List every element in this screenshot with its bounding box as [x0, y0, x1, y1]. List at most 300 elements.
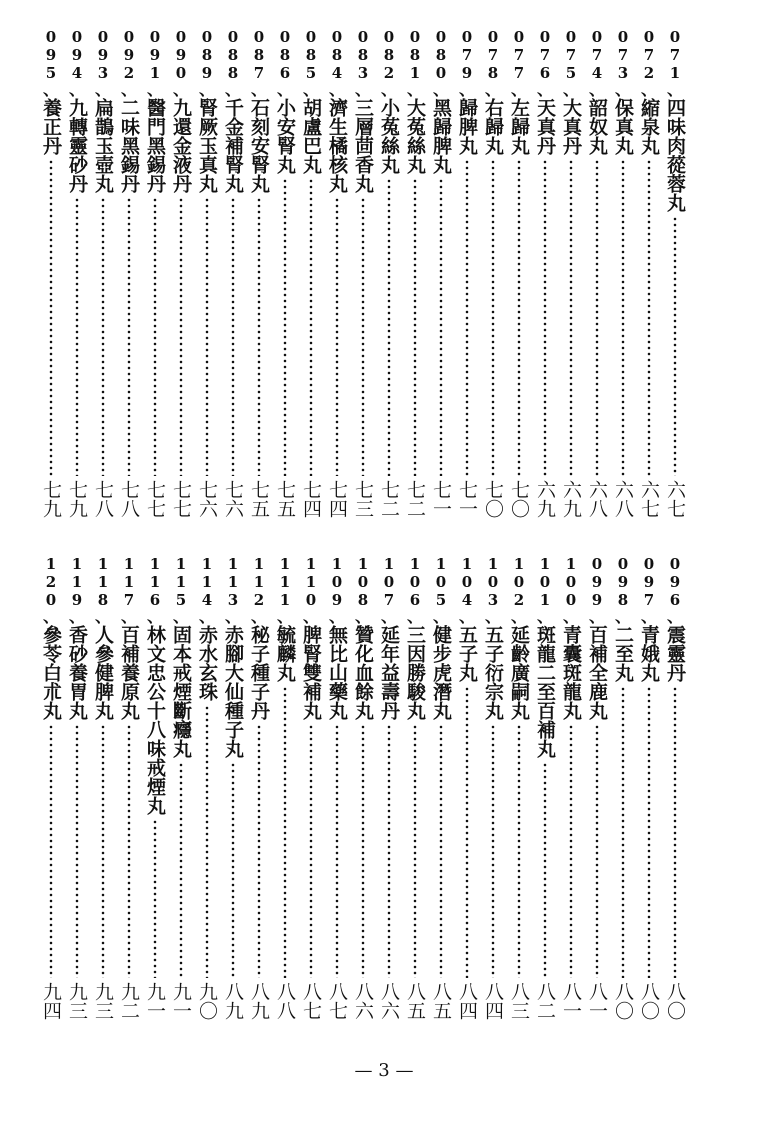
toc-entry — [636, 28, 662, 518]
separator-mark: 、 — [328, 607, 345, 626]
dot-leader — [127, 724, 131, 978]
toc-entry — [324, 28, 350, 518]
entry-page: 八一 — [560, 982, 582, 1020]
entry-page: 八〇 — [638, 982, 660, 1020]
toc-entry — [142, 555, 168, 1020]
toc-entry — [38, 28, 64, 518]
entry-number: 1 1 9 — [71, 555, 83, 609]
separator-mark: 、 — [614, 80, 631, 99]
dot-leader — [49, 724, 53, 978]
entry-title: 百補全鹿丸 — [586, 625, 608, 720]
separator-mark: 、 — [68, 80, 85, 99]
separator-mark: 、 — [562, 80, 579, 99]
entry-title: 青娥丸 — [638, 625, 660, 682]
dot-leader — [309, 724, 313, 978]
entry-number: 0 9 7 — [643, 555, 655, 609]
toc-entry — [480, 28, 506, 518]
entry-number: 1 1 5 — [175, 555, 187, 609]
entry-page: 八一 — [586, 982, 608, 1020]
entry-page: 六七 — [638, 480, 660, 518]
toc-entry — [584, 28, 610, 518]
dot-leader — [673, 686, 677, 978]
entry-title: 延齡廣嗣丸 — [508, 625, 530, 720]
dot-leader — [647, 159, 651, 476]
separator-mark: 、 — [458, 607, 475, 626]
separator-mark: 、 — [354, 80, 371, 99]
entry-page: 七八 — [118, 480, 140, 518]
dot-leader — [595, 724, 599, 978]
entry-number: 0 8 9 — [201, 28, 213, 82]
toc-entry — [662, 28, 688, 518]
toc-entry — [610, 555, 636, 1020]
separator-mark: 、 — [42, 80, 59, 99]
entry-title: 青囊斑龍丸 — [560, 625, 582, 720]
entry-page: 八〇 — [612, 982, 634, 1020]
entry-title: 五子丸 — [456, 625, 478, 682]
entry-number: 1 0 8 — [357, 555, 369, 609]
entry-number: 0 7 5 — [565, 28, 577, 82]
entry-title: 左歸丸 — [508, 98, 530, 155]
toc-entry — [246, 555, 272, 1020]
entry-title: 九轉靈砂丹 — [66, 98, 88, 193]
entry-title: 右歸丸 — [482, 98, 504, 155]
entry-page: 八七 — [326, 982, 348, 1020]
entry-number: 1 0 7 — [383, 555, 395, 609]
separator-mark: 、 — [510, 607, 527, 626]
separator-mark: 、 — [588, 80, 605, 99]
dot-leader — [75, 724, 79, 978]
toc-entry — [116, 28, 142, 518]
entry-page: 七七 — [170, 480, 192, 518]
dot-leader — [517, 724, 521, 978]
separator-mark: 、 — [380, 607, 397, 626]
entry-title: 醫門黑錫丹 — [144, 98, 166, 193]
dot-leader — [205, 705, 209, 978]
toc-entry — [168, 28, 194, 518]
separator-mark: 、 — [302, 80, 319, 99]
entry-title: 石刻安腎丸 — [248, 98, 270, 193]
separator-mark: 、 — [172, 80, 189, 99]
toc-entry — [402, 555, 428, 1020]
dot-leader — [127, 197, 131, 476]
entry-page: 七九 — [40, 480, 62, 518]
separator-mark: 、 — [250, 80, 267, 99]
entry-title: 天真丹 — [534, 98, 556, 155]
separator-mark: 、 — [666, 80, 683, 99]
dot-leader — [439, 178, 443, 476]
separator-mark: 、 — [406, 607, 423, 626]
separator-mark: 、 — [484, 80, 501, 99]
toc-entry — [90, 28, 116, 518]
dot-leader — [49, 159, 53, 476]
entry-title: 人參健脾丸 — [92, 625, 114, 720]
dot-leader — [153, 197, 157, 476]
toc-entry — [376, 555, 402, 1020]
entry-number: 0 9 3 — [97, 28, 109, 82]
entry-title: 韶奴丸 — [586, 98, 608, 155]
dot-leader — [153, 819, 157, 978]
dot-leader — [647, 686, 651, 978]
dot-leader — [283, 686, 287, 978]
entry-page: 七八 — [92, 480, 114, 518]
entry-page: 七五 — [274, 480, 296, 518]
toc-entry — [454, 28, 480, 518]
toc-entry — [636, 555, 662, 1020]
separator-mark: 、 — [224, 607, 241, 626]
entry-page: 七四 — [326, 480, 348, 518]
entry-title: 香砂養胃丸 — [66, 625, 88, 720]
entry-number: 1 0 0 — [565, 555, 577, 609]
toc-entry — [506, 555, 532, 1020]
entry-number: 0 8 5 — [305, 28, 317, 82]
entry-page: 八三 — [508, 982, 530, 1020]
entry-title: 三因勝駿丸 — [404, 625, 426, 720]
entry-title: 毓麟丸 — [274, 625, 296, 682]
entry-number: 0 8 4 — [331, 28, 343, 82]
entry-number: 0 7 3 — [617, 28, 629, 82]
entry-number: 1 0 3 — [487, 555, 499, 609]
separator-mark: 、 — [640, 607, 657, 626]
separator-mark: 、 — [536, 607, 553, 626]
entry-title: 赤水玄珠 — [196, 625, 218, 701]
entry-number: 0 7 8 — [487, 28, 499, 82]
entry-number: 0 7 2 — [643, 28, 655, 82]
dot-leader — [283, 178, 287, 476]
separator-mark: 、 — [432, 607, 449, 626]
entry-page: 六九 — [560, 480, 582, 518]
entry-title: 二味黑錫丹 — [118, 98, 140, 193]
dot-leader — [543, 159, 547, 476]
entry-title: 健步虎潛丸 — [430, 625, 452, 720]
dot-leader — [491, 724, 495, 978]
dot-leader — [335, 724, 339, 978]
page-number: — 3 — — [354, 1060, 414, 1081]
entry-page: 九三 — [92, 982, 114, 1020]
entry-title: 固本戒煙斷癮丸 — [170, 625, 192, 758]
entry-number: 0 8 7 — [253, 28, 265, 82]
entry-number: 1 0 4 — [461, 555, 473, 609]
separator-mark: 、 — [198, 607, 215, 626]
toc-entry — [90, 555, 116, 1020]
toc-entry — [64, 28, 90, 518]
entry-title: 二至丸 — [612, 625, 634, 682]
entry-number: 0 9 4 — [71, 28, 83, 82]
dot-leader — [569, 159, 573, 476]
separator-mark: 、 — [276, 80, 293, 99]
entry-page: 七五 — [248, 480, 270, 518]
entry-page: 六九 — [534, 480, 556, 518]
separator-mark: 、 — [588, 607, 605, 626]
entry-page: 六八 — [586, 480, 608, 518]
entry-number: 0 8 3 — [357, 28, 369, 82]
dot-leader — [517, 159, 521, 476]
toc-entry — [220, 28, 246, 518]
dot-leader — [465, 159, 469, 476]
dot-leader — [465, 686, 469, 978]
entry-number: 1 1 3 — [227, 555, 239, 609]
entry-number: 0 8 8 — [227, 28, 239, 82]
entry-number: 1 0 2 — [513, 555, 525, 609]
entry-page: 八五 — [404, 982, 426, 1020]
entry-number: 1 0 6 — [409, 555, 421, 609]
entry-number: 1 2 0 — [45, 555, 57, 609]
dot-leader — [387, 178, 391, 476]
entry-title: 秘子種子丹 — [248, 625, 270, 720]
dot-leader — [231, 197, 235, 476]
separator-mark: 、 — [614, 607, 631, 626]
toc-entry — [610, 28, 636, 518]
toc-entry — [38, 555, 64, 1020]
entry-page: 六七 — [664, 480, 686, 518]
entry-page: 九二 — [118, 982, 140, 1020]
entry-title: 大真丹 — [560, 98, 582, 155]
toc-entry — [506, 28, 532, 518]
dot-leader — [439, 724, 443, 978]
separator-mark: 、 — [432, 80, 449, 99]
separator-mark: 、 — [68, 607, 85, 626]
dot-leader — [387, 724, 391, 978]
entry-number: 1 1 0 — [305, 555, 317, 609]
dot-leader — [205, 197, 209, 476]
toc-entry — [454, 555, 480, 1020]
separator-mark: 、 — [484, 607, 501, 626]
entry-number: 0 7 4 — [591, 28, 603, 82]
dot-leader — [335, 197, 339, 476]
entry-title: 小菟絲丸 — [378, 98, 400, 174]
entry-title: 五子衍宗丸 — [482, 625, 504, 720]
entry-number: 0 9 6 — [669, 555, 681, 609]
dot-leader — [413, 724, 417, 978]
toc-entry — [168, 555, 194, 1020]
entry-number: 0 8 6 — [279, 28, 291, 82]
separator-mark: 、 — [510, 80, 527, 99]
entry-title: 赤腳大仙種子丸 — [222, 625, 244, 758]
entry-page: 七六 — [222, 480, 244, 518]
entry-page: 八六 — [352, 982, 374, 1020]
dot-leader — [309, 178, 313, 476]
toc-entry — [350, 555, 376, 1020]
toc-entry — [116, 555, 142, 1020]
entry-page: 七〇 — [508, 480, 530, 518]
entry-title: 參苓白朮丸 — [40, 625, 62, 720]
entry-number: 0 7 6 — [539, 28, 551, 82]
entry-title: 四味肉蓯蓉丸 — [664, 98, 686, 212]
entry-number: 0 9 9 — [591, 555, 603, 609]
entry-number: 1 0 9 — [331, 555, 343, 609]
entry-page: 七二 — [378, 480, 400, 518]
entry-page: 八七 — [300, 982, 322, 1020]
entry-page: 八四 — [456, 982, 478, 1020]
separator-mark: 、 — [276, 607, 293, 626]
entry-title: 濟生橘核丸 — [326, 98, 348, 193]
separator-mark: 、 — [666, 607, 683, 626]
entry-number: 1 1 4 — [201, 555, 213, 609]
toc-entry — [558, 28, 584, 518]
entry-title: 三層茴香丸 — [352, 98, 374, 193]
separator-mark: 、 — [640, 80, 657, 99]
entry-page: 九一 — [144, 982, 166, 1020]
dot-leader — [179, 762, 183, 978]
toc-entry — [350, 28, 376, 518]
separator-mark: 、 — [146, 80, 163, 99]
entry-title: 無比山藥丸 — [326, 625, 348, 720]
entry-page: 七六 — [196, 480, 218, 518]
dot-leader — [569, 724, 573, 978]
entry-page: 七七 — [144, 480, 166, 518]
toc-entry — [272, 28, 298, 518]
dot-leader — [257, 724, 261, 978]
entry-number: 0 8 2 — [383, 28, 395, 82]
entry-number: 0 7 7 — [513, 28, 525, 82]
entry-page: 八五 — [430, 982, 452, 1020]
entry-page: 八二 — [534, 982, 556, 1020]
separator-mark: 、 — [172, 607, 189, 626]
entry-number: 0 9 5 — [45, 28, 57, 82]
entry-title: 黑歸脾丸 — [430, 98, 452, 174]
separator-mark: 、 — [120, 80, 137, 99]
dot-leader — [101, 197, 105, 476]
entry-page: 八九 — [248, 982, 270, 1020]
entry-title: 歸脾丸 — [456, 98, 478, 155]
entry-page: 七四 — [300, 480, 322, 518]
separator-mark: 、 — [562, 607, 579, 626]
dot-leader — [101, 724, 105, 978]
toc-entry — [532, 28, 558, 518]
entry-page: 八〇 — [664, 982, 686, 1020]
dot-leader — [361, 724, 365, 978]
entry-title: 斑龍二至百補丸 — [534, 625, 556, 758]
separator-mark: 、 — [458, 80, 475, 99]
separator-mark: 、 — [224, 80, 241, 99]
entry-page: 九一 — [170, 982, 192, 1020]
entry-page: 八六 — [378, 982, 400, 1020]
entry-page: 八八 — [274, 982, 296, 1020]
entry-page: 七一 — [456, 480, 478, 518]
toc-upper-block — [20, 28, 688, 518]
entry-title: 千金補腎丸 — [222, 98, 244, 193]
entry-page: 九〇 — [196, 982, 218, 1020]
dot-leader — [673, 216, 677, 476]
entry-number: 0 8 1 — [409, 28, 421, 82]
toc-entry — [324, 555, 350, 1020]
entry-page: 七九 — [66, 480, 88, 518]
separator-mark: 、 — [198, 80, 215, 99]
toc-entry — [272, 555, 298, 1020]
entry-title: 養正丹 — [40, 98, 62, 155]
entry-title: 脾腎雙補丸 — [300, 625, 322, 720]
entry-page: 七三 — [352, 480, 374, 518]
dot-leader — [257, 197, 261, 476]
entry-number: 0 9 0 — [175, 28, 187, 82]
toc-entry — [532, 555, 558, 1020]
entry-number: 0 9 2 — [123, 28, 135, 82]
entry-title: 大菟絲丸 — [404, 98, 426, 174]
entry-title: 震靈丹 — [664, 625, 686, 682]
entry-page: 八四 — [482, 982, 504, 1020]
entry-title: 扁鵲玉壺丸 — [92, 98, 114, 193]
dot-leader — [595, 159, 599, 476]
dot-leader — [75, 197, 79, 476]
separator-mark: 、 — [94, 607, 111, 626]
toc-entry — [194, 555, 220, 1020]
entry-number: 1 1 2 — [253, 555, 265, 609]
entry-title: 百補養原丸 — [118, 625, 140, 720]
toc-entry — [662, 555, 688, 1020]
dot-leader — [361, 197, 365, 476]
entry-number: 0 9 8 — [617, 555, 629, 609]
separator-mark: 、 — [380, 80, 397, 99]
toc-entry — [298, 28, 324, 518]
toc-entry — [64, 555, 90, 1020]
entry-title: 保真丸 — [612, 98, 634, 155]
entry-title: 胡盧巴丸 — [300, 98, 322, 174]
entry-number: 1 1 6 — [149, 555, 161, 609]
toc-entry — [376, 28, 402, 518]
dot-leader — [621, 686, 625, 978]
dot-leader — [491, 159, 495, 476]
toc-entry — [142, 28, 168, 518]
entry-title: 縮泉丸 — [638, 98, 660, 155]
separator-mark: 、 — [42, 607, 59, 626]
dot-leader — [231, 762, 235, 978]
entry-page: 八九 — [222, 982, 244, 1020]
entry-number: 0 7 9 — [461, 28, 473, 82]
toc-entry — [402, 28, 428, 518]
separator-mark: 、 — [302, 607, 319, 626]
dot-leader — [543, 762, 547, 978]
toc-entry — [194, 28, 220, 518]
entry-page: 六八 — [612, 480, 634, 518]
toc-entry — [558, 555, 584, 1020]
dot-leader — [179, 197, 183, 476]
entry-title: 延年益壽丹 — [378, 625, 400, 720]
separator-mark: 、 — [354, 607, 371, 626]
entry-number: 1 0 5 — [435, 555, 447, 609]
dot-leader — [621, 159, 625, 476]
entry-page: 七二 — [404, 480, 426, 518]
dot-leader — [413, 178, 417, 476]
separator-mark: 、 — [94, 80, 111, 99]
separator-mark: 、 — [536, 80, 553, 99]
toc-entry — [480, 555, 506, 1020]
entry-number: 1 1 7 — [123, 555, 135, 609]
entry-number: 1 1 1 — [279, 555, 291, 609]
toc-entry — [428, 555, 454, 1020]
toc-entry — [220, 555, 246, 1020]
entry-number: 1 0 1 — [539, 555, 551, 609]
separator-mark: 、 — [146, 607, 163, 626]
separator-mark: 、 — [328, 80, 345, 99]
entry-title: 林文忠公十八味戒煙丸 — [144, 625, 166, 815]
entry-number: 0 7 1 — [669, 28, 681, 82]
separator-mark: 、 — [120, 607, 137, 626]
separator-mark: 、 — [250, 607, 267, 626]
toc-lower-block — [20, 555, 688, 1020]
toc-entry — [584, 555, 610, 1020]
entry-page: 九四 — [40, 982, 62, 1020]
entry-title: 腎厥玉真丸 — [196, 98, 218, 193]
entry-number: 1 1 8 — [97, 555, 109, 609]
toc-entry — [298, 555, 324, 1020]
toc-entry — [428, 28, 454, 518]
entry-page: 七〇 — [482, 480, 504, 518]
entry-title: 贊化血餘丸 — [352, 625, 374, 720]
entry-page: 七一 — [430, 480, 452, 518]
entry-number: 0 9 1 — [149, 28, 161, 82]
entry-number: 0 8 0 — [435, 28, 447, 82]
toc-entry — [246, 28, 272, 518]
entry-title: 九還金液丹 — [170, 98, 192, 193]
